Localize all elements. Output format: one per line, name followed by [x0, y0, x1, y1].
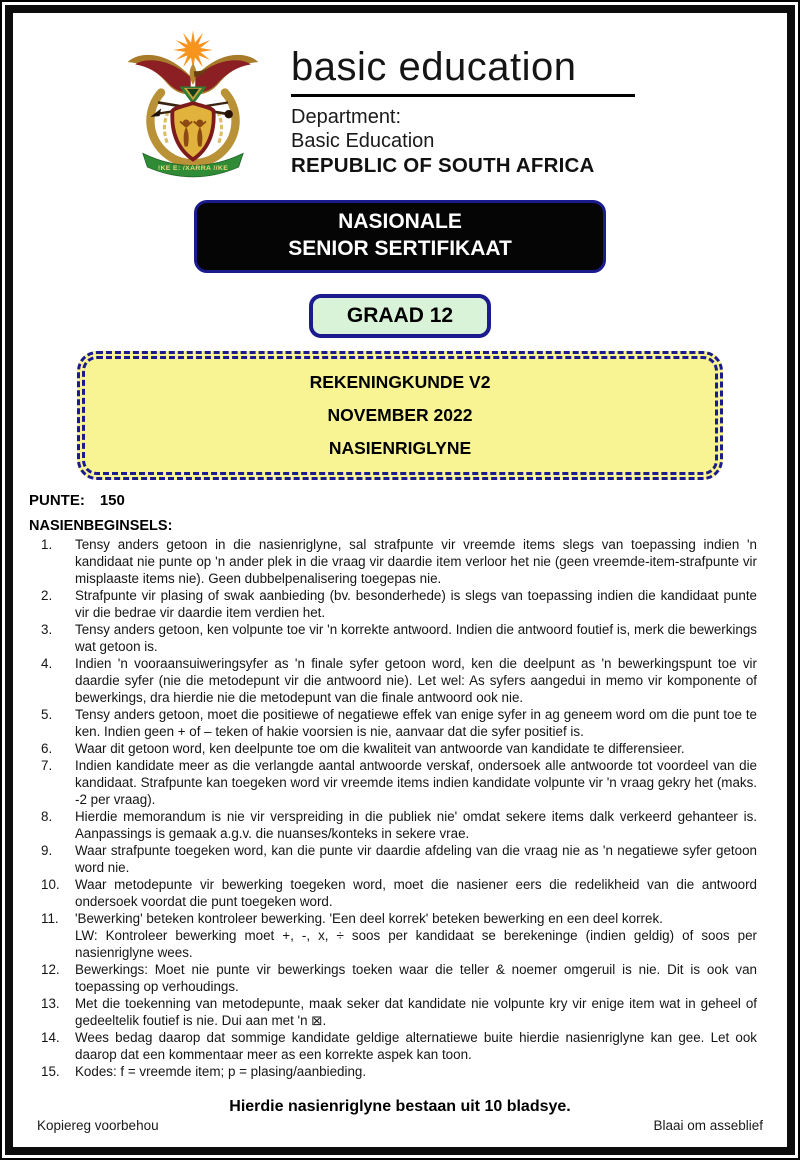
wordmark-underline [291, 94, 635, 97]
principle-item [41, 706, 757, 740]
principle-text: Indien 'n vooraansuiweringsyfer as 'n finale syfer getoon word, ken die deelpunt as 'n bewerkingspunt toe vir daardie syfer (nie die metodepunt vir die antwoord nie). Let wel: As syfers aangedui in memo vir komponente of bewerkings, dra hierdie nie die metodepunt van die finale antwoord ook nie. [75, 655, 757, 705]
principle-text: Tensy anders getoon, moet die positiewe of negatiewe effek van enige syfer in ag geneem word om die punt toe te ken. Indien geen + of – teken of hakie voorsien is nie, aanvaar dat die syfer positief is. [75, 706, 757, 739]
wheat-left [164, 111, 168, 143]
principle-text: Waar strafpunte toegeken word, kan die punte vir daardie afdeling van die vraag nie as 'n negatiewe syfer getoon word nie. [75, 842, 757, 875]
marks-value: 150 [99, 491, 125, 509]
principle-item [41, 1063, 757, 1080]
principles-heading: NASIENBEGINSELS: [29, 517, 173, 534]
header-text [291, 27, 635, 178]
principle-item [41, 621, 757, 655]
principle-text: Met die toekenning van metodepunte, maak seker dat kandidate nie volpunte kry vir enige item wat in geheel of gedeeltelik foutief is nie. Dui aan met 'n ⊠. [75, 996, 757, 1029]
principle-text: Tensy anders getoon in die nasienriglyne, sal strafpunte vir vreemde items slegs van toepassing indien 'n kandidaat nie punte op 'n ander plek in die vraag vir daardie item verloor het nie (geen vreemde-item-strafpunte vir misplaaste items nie). Geen dubbelpenalisering toegepas nie. [75, 536, 757, 586]
principle-item [41, 910, 757, 961]
subject-banner-inner [82, 356, 718, 475]
department-line2: Basic Education [291, 129, 435, 152]
nsc-line1: NASIONALE [338, 210, 462, 233]
principle-text: Waar dit getoon word, ken deelpunte toe om die kwaliteit van antwoorde van kandidate te differensieer. [75, 740, 685, 756]
marks-row [29, 492, 771, 509]
marks-label: PUNTE: [29, 491, 85, 509]
principle-text: Kodes: f = vreemde item; p = plasing/aanbieding. [75, 1064, 367, 1080]
grade-banner: GRAAD 12 [309, 294, 491, 338]
principle-number: 12. [41, 961, 60, 977]
nsc-line2: SENIOR SERTIFIKAAT [288, 237, 512, 261]
principle-number: 6. [41, 740, 53, 756]
principle-item [41, 995, 757, 1029]
principles-list [29, 536, 771, 1081]
wheat-right [217, 111, 221, 143]
copyright-note: Kopiereg voorbehou [37, 1118, 159, 1133]
principle-text: Wees bedag daarop dat sommige kandidate geldige alternatiewe buite hierdie nasienriglyne kan gee. Let ook daarop dat een kommentaar meer as een korrekte aspek kan toon. [75, 1030, 757, 1063]
page-count-note: Hierdie nasienriglyne bestaan uit 10 bladsye. [229, 1098, 571, 1116]
country-name: REPUBLIC OF SOUTH AFRICA [291, 154, 595, 178]
principle-item [41, 740, 757, 757]
principle-number: 3. [41, 621, 53, 637]
principle-number: 9. [41, 842, 53, 858]
document-type: NASIENRIGLYNE [328, 437, 472, 458]
principle-number: 1. [41, 536, 53, 552]
principle-text: Waar metodepunte vir bewerking toegeken word, moet die nasiener eers die redelikheid van die antwoord ondersoek voordat die punt toegeken word. [75, 876, 757, 909]
principle-number: 14. [41, 1030, 60, 1046]
principle-number: 7. [41, 757, 53, 773]
principle-number: 4. [41, 655, 53, 671]
principle-item [41, 842, 757, 876]
principle-text: Bewerkings: Moet nie punte vir bewerkings toeken waar die teller & noemer omgeruil is nie. Dit is ook van toepassing op verhoudings. [75, 961, 757, 994]
principle-text: Strafpunte vir plasing of swak aanbieding (bv. besonderhede) is slegs van toepassing indien die kandidaat punte vir die bedrae vir daardie item verdien het. [75, 587, 757, 620]
principle-item [41, 1029, 757, 1063]
principle-text: Hierdie memorandum is nie vir verspreiding in die publiek nie' omdat sekere items dalk verkeerd gehanteer is. Aanpassings is gemaak a.g.v. die nuanses/konteks in sekere vrae. [75, 808, 757, 841]
shield [172, 103, 213, 159]
principle-text: Indien kandidate meer as die verlangde aantal antwoorde verskaf, ondersoek alle antwoorde tot voordeel van die kandidaat. Strafpunte kan toegeken word vir vreemde items indien kandidate volpunte vir 'n vraag gekry het (maks. -2 per vraag). [75, 757, 757, 807]
principle-number: 2. [41, 587, 53, 603]
principle-number: 13. [41, 996, 60, 1012]
principle-number: 10. [41, 876, 60, 892]
principle-text: 'Bewerking' beteken kontroleer bewerking. 'Een deel korrek' beteken bewerking en een deel korrek. LW: Kontroleer bewerking moet +, -, x, ÷ soos per kandidaat se berekeninge (indien geldig) of soos per nasienriglyne wees. [75, 910, 757, 960]
principle-item [41, 536, 757, 587]
header [117, 27, 771, 187]
exam-session: NOVEMBER 2022 [327, 404, 473, 425]
subject-title: REKENINGKUNDE V2 [309, 371, 491, 392]
department-line1: Department: [291, 106, 402, 128]
nsc-banner [194, 200, 606, 273]
subject-banner [77, 351, 723, 480]
principle-item [41, 876, 757, 910]
principle-number: 8. [41, 808, 53, 824]
footer [29, 1118, 771, 1135]
principle-item [41, 757, 757, 808]
principle-text: Tensy anders getoon, ken volpunte toe vir 'n korrekte antwoord. Indien die antwoord foutief is, merk die bewerkings wat getoon is. [75, 621, 757, 654]
principle-number: 15. [41, 1064, 60, 1080]
principle-number: 5. [41, 706, 53, 722]
wordmark: basic education [291, 45, 577, 89]
principle-item [41, 808, 757, 842]
principle-number: 11. [41, 910, 59, 926]
document-page [5, 5, 795, 1155]
principle-item [41, 587, 757, 621]
coat-of-arms-icon [117, 27, 269, 187]
principle-item [41, 961, 757, 995]
principle-item [41, 655, 757, 706]
motto-text: !KE E: /XARRA //KE [157, 165, 229, 173]
turn-over-note: Blaai om asseblief [653, 1118, 763, 1133]
